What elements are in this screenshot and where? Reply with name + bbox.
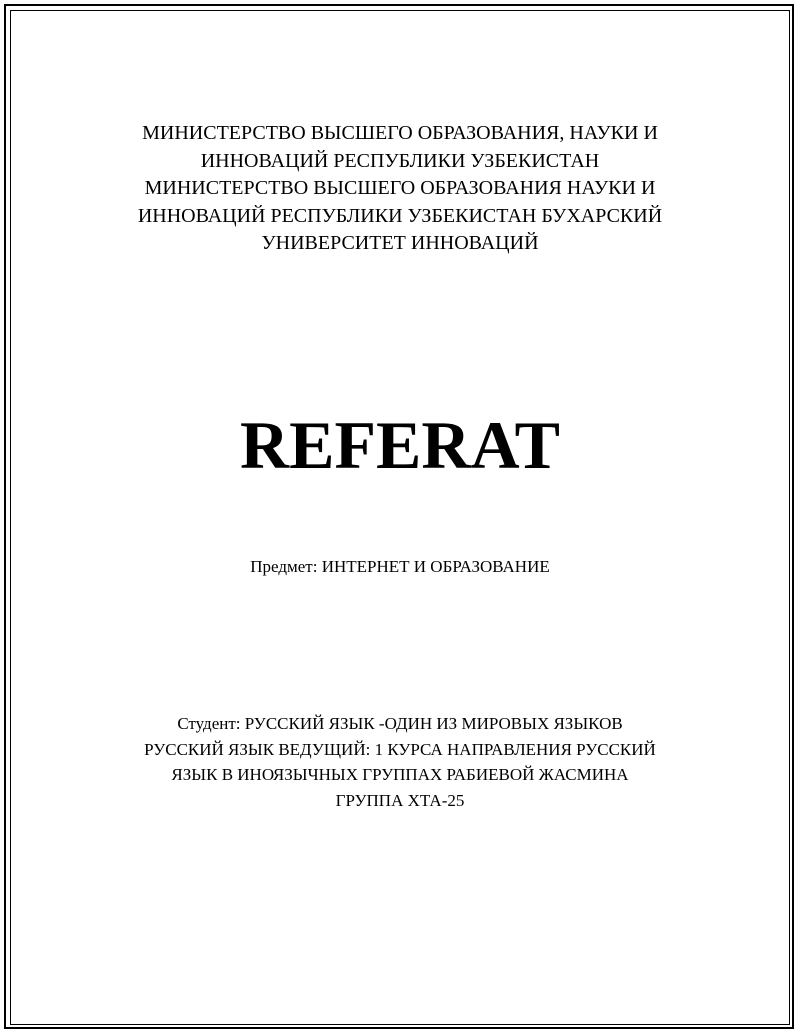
header-line: МИНИСТЕРСТВО ВЫСШЕГО ОБРАЗОВАНИЯ, НАУКИ И xyxy=(142,122,658,144)
header-line: УНИВЕРСИТЕТ ИННОВАЦИЙ xyxy=(261,232,539,254)
student-line: РУССКИЙ ЯЗЫК ВЕДУЩИЙ: 1 КУРСА НАПРАВЛЕНИЯ РУССКИЙ xyxy=(144,739,656,759)
student-line: Студент: РУССКИЙ ЯЗЫК -ОДИН ИЗ МИРОВЫХ ЯЗЫКОВ xyxy=(177,714,623,733)
student-line: ГРУППА ХТА-25 xyxy=(335,790,465,810)
header-line: МИНИСТЕРСТВО ВЫСШЕГО ОБРАЗОВАНИЯ НАУКИ И xyxy=(144,177,656,199)
header-line: ИННОВАЦИЙ РЕСПУБЛИКИ УЗБЕКИСТАН БУХАРСКИЙ xyxy=(137,204,663,227)
student-info xyxy=(0,711,800,813)
document-title: REFERAT xyxy=(240,407,560,483)
subject-line: Предмет: ИНТЕРНЕТ И ОБРАЗОВАНИЕ xyxy=(250,557,550,576)
ministry-header xyxy=(0,120,800,258)
header-line: ИННОВАЦИЙ РЕСПУБЛИКИ УЗБЕКИСТАН xyxy=(200,149,600,172)
student-line: ЯЗЫК В ИНОЯЗЫЧНЫХ ГРУППАХ РАБИЕВОЙ ЖАСМИНА xyxy=(171,765,629,784)
